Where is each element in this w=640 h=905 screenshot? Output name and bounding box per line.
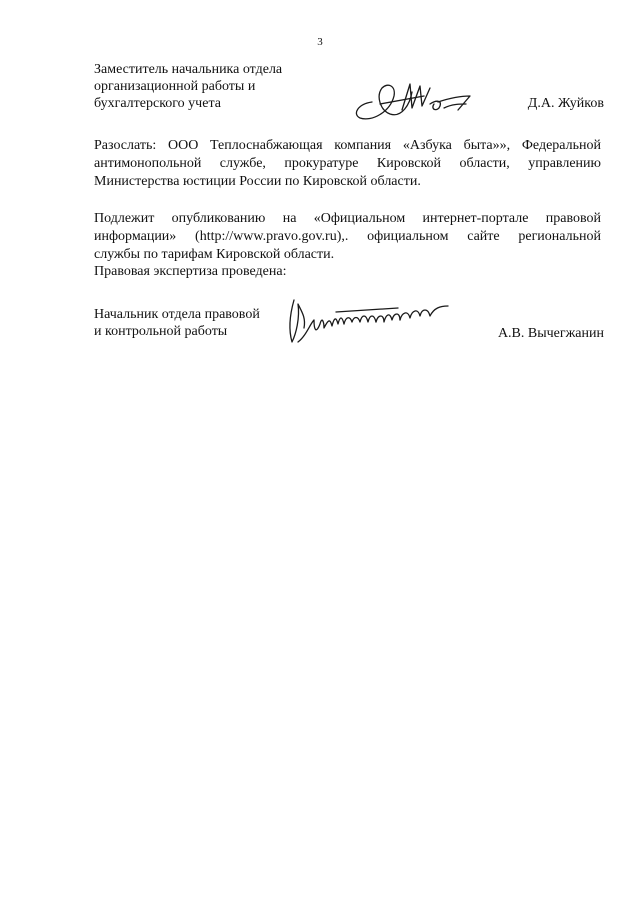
signatory-title-line: Начальник отдела правовой bbox=[94, 307, 260, 322]
legal-review-line: Правовая экспертиза проведена: bbox=[94, 264, 287, 279]
distribution-paragraph bbox=[94, 137, 601, 191]
signature-block-deputy bbox=[94, 61, 604, 121]
signatory-title-line: Заместитель начальника отдела bbox=[94, 62, 283, 77]
signatory-title-line: и контрольной работы bbox=[94, 324, 228, 339]
signatory-title-line: организационной работы и bbox=[94, 79, 256, 94]
signatory-title-line: бухгалтерского учета bbox=[94, 96, 221, 111]
paragraph-line: Подлежит опубликованию на «Официальном интернет-портале правовой bbox=[94, 211, 601, 226]
page-number: 3 bbox=[317, 36, 323, 48]
paragraph-line: антимонопольной службе, прокуратуре Кировской области, управлению bbox=[94, 156, 601, 171]
handwritten-signature bbox=[350, 74, 480, 124]
signature-block-legal-head bbox=[94, 306, 604, 356]
handwritten-signature bbox=[280, 294, 460, 352]
paragraph-line: Министерства юстиции России по Кировской области. bbox=[94, 174, 421, 189]
publication-paragraph bbox=[94, 210, 601, 264]
paragraph-line: Разослать: ООО Теплоснабжающая компания «Азбука быта»», Федеральной bbox=[94, 138, 601, 153]
signatory-title bbox=[94, 61, 354, 112]
signatory-name: А.В. Вычегжанин bbox=[497, 326, 604, 341]
paragraph-line: информации» (http://www.pravo.gov.ru),. официальном сайте региональной bbox=[94, 229, 601, 244]
signatory-name: Д.А. Жуйков bbox=[527, 96, 604, 111]
paragraph-line: службы по тарифам Кировской области. bbox=[94, 247, 335, 262]
